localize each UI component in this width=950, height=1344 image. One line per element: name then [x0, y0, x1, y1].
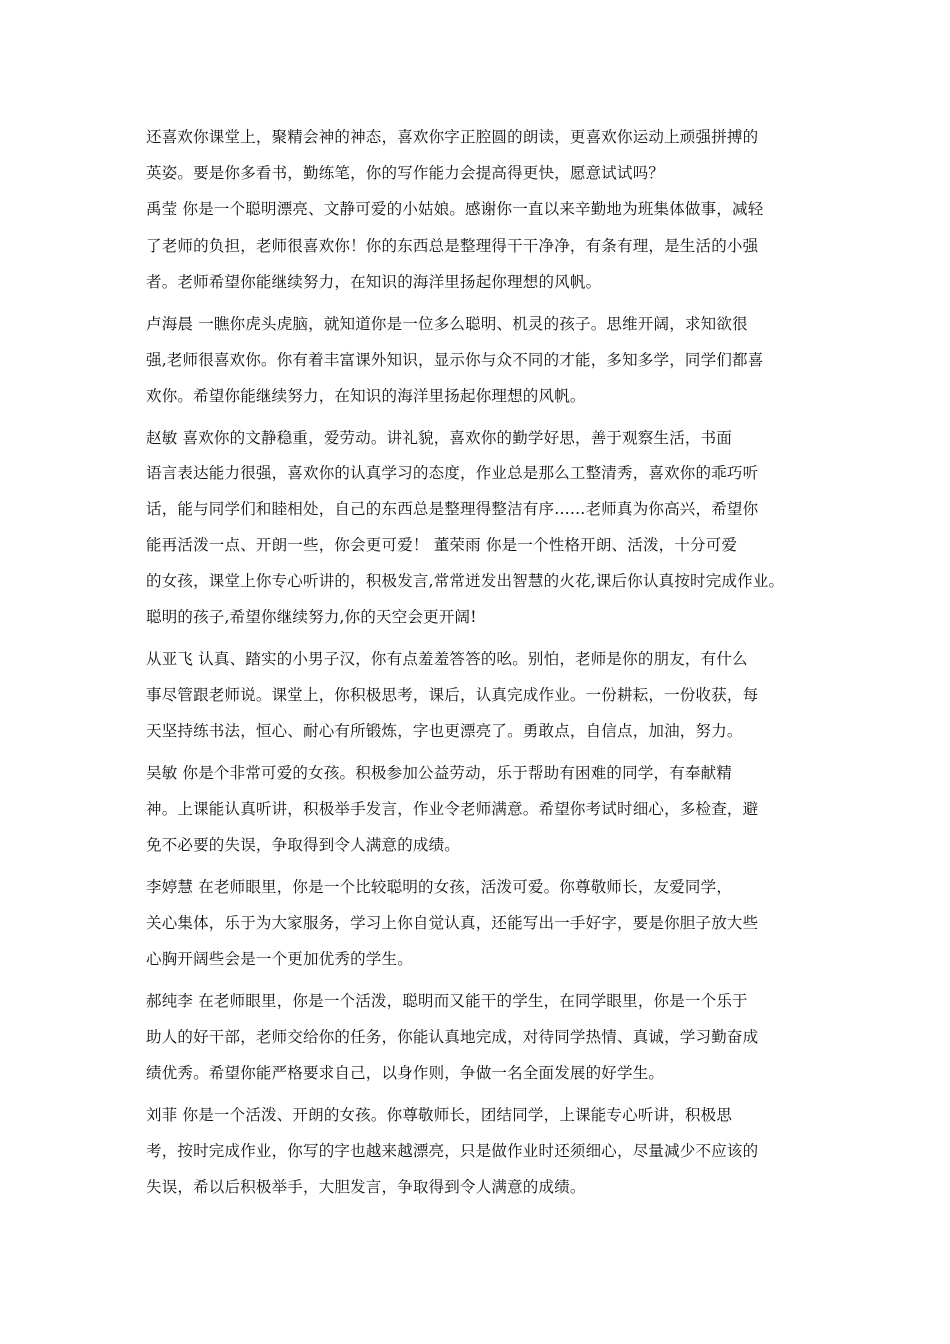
text-line: 禹莹 你是一个聪明漂亮、文静可爱的小姑娘。感谢你一直以来辛勤地为班集体做事，减轻 — [146, 200, 764, 218]
text-line: 能再活泼一点、开朗一些，你会更可爱！ 董荣雨 你是一个性格开朗、活泼，十分可爱 — [146, 536, 738, 554]
text-line: 了老师的负担，老师很喜欢你！你的东西总是整理得干干净净，有条有理，是生活的小强 — [146, 237, 759, 255]
text-line: 聪明的孩子,希望你继续努力,你的天空会更开阔! — [146, 608, 477, 626]
text-line: 事尽管跟老师说。课堂上，你积极思考，课后，认真完成作业。一份耕耘，一份收获，每 — [146, 686, 759, 704]
text-line: 免不必要的失误，争取得到令人满意的成绩。 — [146, 836, 461, 854]
text-line: 强,老师很喜欢你。你有着丰富课外知识，显示你与众不同的才能，多知多学，同学们都喜 — [146, 351, 764, 369]
text-line: 卢海晨 一瞧你虎头虎脑，就知道你是一位多么聪明、机灵的孩子。思维开阔，求知欲很 — [146, 315, 748, 333]
text-line: 刘菲 你是一个活泼、开朗的女孩。你尊敬师长，团结同学，上课能专心听讲，积极思 — [146, 1106, 733, 1124]
text-line: 话，能与同学们和睦相处，自己的东西总是整理得整洁有序……老师真为你高兴，希望你 — [146, 500, 759, 518]
text-line: 语言表达能力很强，喜欢你的认真学习的态度，作业总是那么工整清秀，喜欢你的乖巧听 — [146, 464, 759, 482]
text-line: 失误，希以后积极举手，大胆发言，争取得到令人满意的成绩。 — [146, 1178, 586, 1196]
text-line: 心胸开阔些会是一个更加优秀的学生。 — [146, 950, 413, 968]
text-line: 从亚飞 认真、踏实的小男子汉，你有点羞羞答答的吆。别怕，老师是你的朋友，有什么 — [146, 650, 748, 668]
text-line: 者。老师希望你能继续努力，在知识的海洋里扬起你理想的风帆。 — [146, 273, 602, 291]
text-line: 神。上课能认真听讲，积极举手发言，作业令老师满意。希望你考试时细心，多检查，避 — [146, 800, 759, 818]
text-line: 欢你。希望你能继续努力，在知识的海洋里扬起你理想的风帆。 — [146, 387, 586, 405]
text-line: 郝纯李 在老师眼里，你是一个活泼，聪明而又能干的学生，在同学眼里，你是一个乐于 — [146, 992, 748, 1010]
text-line: 关心集体，乐于为大家服务，学习上你自觉认真，还能写出一手好字，要是你胆子放大些 — [146, 914, 759, 932]
text-line: 李婷慧 在老师眼里，你是一个比较聪明的女孩，活泼可爱。你尊敬师长，友爱同学， — [146, 878, 733, 896]
text-line: 还喜欢你课堂上，聚精会神的神态，喜欢你字正腔圆的朗读，更喜欢你运动上顽强拼搏的 — [146, 128, 759, 146]
text-line: 绩优秀。希望你能严格要求自己，以身作则，争做一名全面发展的好学生。 — [146, 1064, 665, 1082]
text-line: 英姿。要是你多看书，勤练笔，你的写作能力会提高得更快，愿意试试吗？ — [146, 164, 665, 182]
text-line: 吴敏 你是个非常可爱的女孩。积极参加公益劳动，乐于帮助有困难的同学，有奉献精 — [146, 764, 733, 782]
text-line: 天坚持练书法，恒心、耐心有所锻炼，字也更漂亮了。勇敢点，自信点，加油，努力。 — [146, 722, 743, 740]
text-line: 赵敏 喜欢你的文静稳重，爱劳动。讲礼貌，喜欢你的勤学好思，善于观察生活，书面 — [146, 429, 733, 447]
text-line: 考，按时完成作业，你写的字也越来越漂亮，只是做作业时还须细心，尽量减少不应该的 — [146, 1142, 759, 1160]
text-line: 的女孩，课堂上你专心听讲的，积极发言,常常迸发出智慧的火花,课后你认真按时完成作业。 — [146, 572, 785, 590]
text-line: 助人的好干部，老师交给你的任务，你能认真地完成，对待同学热情、真诚，学习勤奋成 — [146, 1028, 759, 1046]
